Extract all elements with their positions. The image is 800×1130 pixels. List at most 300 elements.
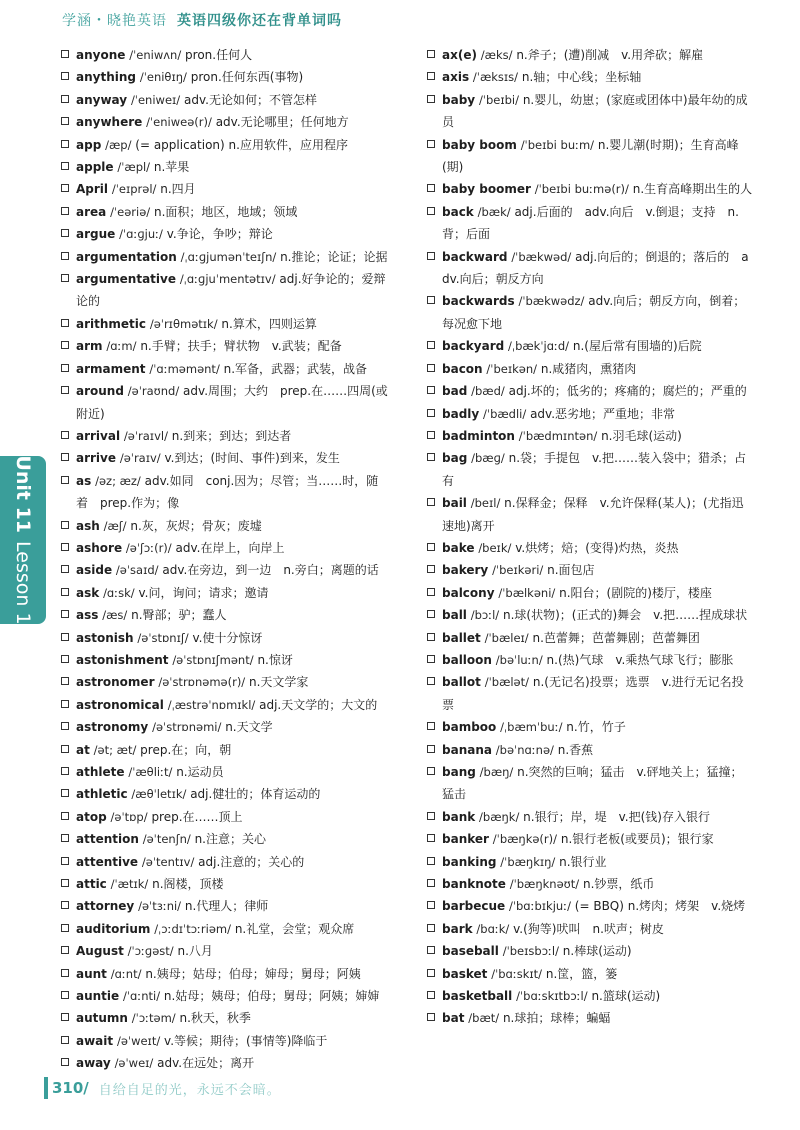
headword: ash xyxy=(76,518,100,533)
phonetic: /ˈɑːɡjuː/ xyxy=(119,227,163,242)
headword: autumn xyxy=(76,1011,128,1026)
phonetic: /bæt/ xyxy=(468,1011,500,1026)
definition: n.手臂；扶手；臂状物 v.武装；配备 xyxy=(140,339,342,354)
phonetic: /ˈbeɪsbɔːl/ xyxy=(502,944,559,959)
checkbox-icon[interactable] xyxy=(61,140,69,148)
checkbox-icon[interactable] xyxy=(61,476,69,484)
vocab-entry xyxy=(426,44,754,66)
vocab-entry xyxy=(60,44,388,66)
vocab-entry xyxy=(426,537,754,559)
vocab-entry xyxy=(60,1052,388,1074)
headword: attention xyxy=(76,832,139,847)
headword: argue xyxy=(76,227,116,242)
definition: v.等候；期待；(事情等)降临于 xyxy=(164,1033,328,1048)
vocab-entry xyxy=(60,783,388,805)
definition: n.生育高峰期出生的人 xyxy=(632,182,753,197)
phonetic: /beɪk/ xyxy=(478,540,512,555)
headword: around xyxy=(76,384,124,399)
definition: n.面包店 xyxy=(547,563,595,578)
headword: astronomer xyxy=(76,675,155,690)
definition: n.篮球(运动) xyxy=(591,989,661,1004)
checkbox-icon[interactable] xyxy=(427,655,435,663)
vocab-entry xyxy=(60,246,388,268)
checkbox-icon[interactable] xyxy=(427,924,435,932)
phonetic: /ˈæθliːt/ xyxy=(128,765,173,779)
headword: ask xyxy=(76,585,100,600)
headword: ax(e) xyxy=(442,48,477,62)
definition: adv.向后；朝反方向，倒着；每况愈下地 xyxy=(442,294,746,331)
checkbox-icon[interactable] xyxy=(427,184,435,192)
checkbox-icon[interactable] xyxy=(61,207,69,215)
definition: (= BBQ) n.烤肉；烤架 v.烧烤 xyxy=(574,899,746,914)
definition: n.四月 xyxy=(160,182,196,197)
headword: basket xyxy=(442,966,488,981)
checkbox-icon[interactable] xyxy=(61,969,69,977)
definition: n.银行；岸，堤 v.把(钱)存入银行 xyxy=(523,809,710,824)
checkbox-icon[interactable] xyxy=(427,745,435,753)
vocab-entry xyxy=(426,806,754,828)
vocab-entry xyxy=(60,178,388,200)
phonetic: /ˌɑːɡjuˈmentətɪv/ xyxy=(179,272,276,287)
headword: arithmetic xyxy=(76,316,147,331)
definition: n.代理人；律师 xyxy=(184,899,269,914)
phonetic: /ˈbeɪkəri/ xyxy=(492,563,544,578)
checkbox-icon[interactable] xyxy=(427,431,435,439)
definition: adj.天文学的；大文的 xyxy=(259,697,378,712)
phonetic: /ˈeɪprəl/ xyxy=(111,182,157,197)
checkbox-icon[interactable] xyxy=(427,453,435,461)
definition: v.争论，争吵；辩论 xyxy=(166,227,273,242)
vocab-entry xyxy=(60,604,388,626)
headword: bad xyxy=(442,384,468,399)
definition: n.球拍；球棒；蝙蝠 xyxy=(502,1011,611,1026)
definition: adv.周围；大约 prep.在……四周(或附近) xyxy=(76,384,388,421)
checkbox-icon[interactable] xyxy=(427,1013,435,1021)
checkbox-icon[interactable] xyxy=(61,879,69,887)
headword: baby boomer xyxy=(442,182,531,197)
checkbox-icon[interactable] xyxy=(427,252,435,260)
checkbox-icon[interactable] xyxy=(427,341,435,349)
phonetic: /əˈraɪv/ xyxy=(119,451,161,466)
checkbox-icon[interactable] xyxy=(427,95,435,103)
phonetic: /ɑːm/ xyxy=(106,339,137,354)
phonetic: /ˈeniθɪŋ/ xyxy=(139,70,187,85)
definition: n.棒球(运动) xyxy=(562,944,632,959)
checkbox-icon[interactable] xyxy=(427,610,435,618)
checkbox-icon[interactable] xyxy=(61,633,69,641)
vocab-entry xyxy=(426,559,754,581)
definition: n.推论；论证；论据 xyxy=(280,249,388,264)
phonetic: /bɔːl/ xyxy=(470,608,500,623)
headword: aside xyxy=(76,563,113,578)
definition: n.运动员 xyxy=(176,765,224,779)
vocab-entry xyxy=(60,89,388,111)
definition: n.秋天，秋季 xyxy=(179,1011,251,1026)
checkbox-icon[interactable] xyxy=(427,969,435,977)
vocab-entry xyxy=(60,358,388,380)
phonetic: /ˈæpl/ xyxy=(117,160,151,175)
vocab-entry xyxy=(426,492,754,537)
vocab-entry xyxy=(426,582,754,604)
phonetic: /ˈætɪk/ xyxy=(110,877,149,892)
vocab-entry xyxy=(60,268,388,313)
vocab-entry xyxy=(60,470,388,515)
checkbox-icon[interactable] xyxy=(427,767,435,775)
lesson-label: Lesson 1 xyxy=(12,541,34,625)
checkbox-icon[interactable] xyxy=(427,677,435,685)
phonetic: /əˈtɒp/ xyxy=(110,809,148,824)
headword: at xyxy=(76,742,90,757)
phonetic: /ɑːsk/ xyxy=(103,585,135,600)
checkbox-icon[interactable] xyxy=(61,162,69,170)
phonetic: /ˈbɑːskɪtbɔːl/ xyxy=(516,989,588,1004)
vocab-entry xyxy=(60,828,388,850)
checkbox-icon[interactable] xyxy=(61,521,69,529)
definition: adj.健壮的；体育运动的 xyxy=(190,787,321,802)
definition: n.婴儿潮(时期)；生育高峰(期) xyxy=(442,137,739,175)
headword: argumentative xyxy=(76,272,176,287)
checkbox-icon[interactable] xyxy=(61,901,69,909)
headword: astonishment xyxy=(76,652,169,667)
vocab-entry xyxy=(426,716,754,738)
phonetic: /ˈbɑːskɪt/ xyxy=(491,966,543,981)
footer-bar xyxy=(44,1077,48,1099)
vocab-entry xyxy=(60,537,388,559)
headword: auntie xyxy=(76,989,120,1004)
definition: n.惊讶 xyxy=(257,652,293,667)
headword: badminton xyxy=(442,428,515,443)
checkbox-icon[interactable] xyxy=(61,745,69,753)
vocab-entry xyxy=(426,627,754,649)
definition: n.军备，武器；武装，战备 xyxy=(223,361,368,376)
checkbox-icon[interactable] xyxy=(427,296,435,304)
vocab-entry xyxy=(60,515,388,537)
headword: bag xyxy=(442,451,468,466)
definition: n.芭蕾舞；芭蕾舞剧；芭蕾舞团 xyxy=(532,630,700,645)
headword: back xyxy=(442,204,474,219)
phonetic: /ˈbækwədz/ xyxy=(518,294,585,309)
footer-slogan: 自给自足的光，永远不会暗。 xyxy=(98,1082,281,1098)
definition: n.银行老板(或要员)；银行家 xyxy=(560,832,714,847)
vocab-entry xyxy=(60,134,388,156)
headword: ballet xyxy=(442,630,481,645)
vocab-entry xyxy=(60,963,388,985)
vocab-entry xyxy=(426,828,754,850)
headword: atop xyxy=(76,809,107,824)
headword: ballot xyxy=(442,675,481,690)
checkbox-icon[interactable] xyxy=(61,565,69,573)
phonetic: /bæɡ/ xyxy=(471,451,505,466)
vocab-entry xyxy=(60,1030,388,1052)
checkbox-icon[interactable] xyxy=(61,767,69,775)
checkbox-icon[interactable] xyxy=(61,50,69,58)
checkbox-icon[interactable] xyxy=(427,834,435,842)
phonetic: /əˈʃɔː(r)/ xyxy=(125,540,172,555)
definition: n.阁楼，顶楼 xyxy=(152,877,224,892)
headword: await xyxy=(76,1033,114,1048)
headword: axis xyxy=(442,70,470,85)
phonetic: /æʃ/ xyxy=(103,518,127,533)
headword: badly xyxy=(442,406,480,421)
phonetic: /ˈbækwəd/ xyxy=(511,249,572,264)
checkbox-icon[interactable] xyxy=(61,857,69,865)
checkbox-icon[interactable] xyxy=(427,50,435,58)
checkbox-icon[interactable] xyxy=(61,991,69,999)
vocab-entry xyxy=(60,627,388,649)
definition: adj.坏的；低劣的；疼痛的；腐烂的；严重的 xyxy=(508,384,747,399)
page-header xyxy=(62,10,342,32)
headword: August xyxy=(76,944,124,959)
headword: ashore xyxy=(76,540,123,555)
checkbox-icon[interactable] xyxy=(61,946,69,954)
vocab-entry xyxy=(426,178,754,200)
vocab-entry xyxy=(426,761,754,806)
definition: adv.恶劣地；严重地；非常 xyxy=(530,406,676,421)
phonetic: /ˈbæŋkɪŋ/ xyxy=(500,854,556,869)
vocab-entry xyxy=(60,156,388,178)
definition: n.(热)气球 v.乘热气球飞行；膨胀 xyxy=(546,652,734,667)
checkbox-icon[interactable] xyxy=(61,364,69,372)
phonetic: /bəˈluːn/ xyxy=(495,652,543,667)
definition: n.钞票，纸币 xyxy=(582,877,655,892)
vocab-entry xyxy=(426,358,754,380)
definition: n.婴儿，幼崽；(家庭或团体中)最年幼的成员 xyxy=(442,92,748,130)
definition: n.苹果 xyxy=(153,160,190,175)
checkbox-icon[interactable] xyxy=(61,543,69,551)
checkbox-icon[interactable] xyxy=(427,946,435,954)
checkbox-icon[interactable] xyxy=(61,453,69,461)
checkbox-icon[interactable] xyxy=(427,901,435,909)
phonetic: /ˈɑːnti/ xyxy=(123,989,161,1004)
definition: v.问，询问；请求；邀请 xyxy=(138,585,269,600)
headword: arm xyxy=(76,339,103,354)
phonetic: /ˈbeɪbi/ xyxy=(478,92,519,107)
definition: n.灰，灰烬；骨灰；废墟 xyxy=(130,518,262,533)
vocab-entry xyxy=(426,380,754,402)
phonetic: /ˈbæleɪ/ xyxy=(484,630,529,645)
headword: area xyxy=(76,204,107,219)
vocab-entry xyxy=(426,447,754,492)
definition: adj.注意的；关心的 xyxy=(198,854,305,869)
headword: attorney xyxy=(76,899,135,914)
checkbox-icon[interactable] xyxy=(427,409,435,417)
checkbox-icon[interactable] xyxy=(427,991,435,999)
headword: athletic xyxy=(76,787,128,802)
headword: athlete xyxy=(76,765,125,779)
checkbox-icon[interactable] xyxy=(61,431,69,439)
phonetic: /əˈstrɒnəmə(r)/ xyxy=(158,675,246,690)
unit-label: Unit 11 xyxy=(12,455,34,534)
phonetic: /ˌbækˈjɑːd/ xyxy=(508,339,570,354)
headword: attic xyxy=(76,877,107,892)
vocab-entry xyxy=(426,403,754,425)
headword: basketball xyxy=(442,989,513,1004)
vocab-entry xyxy=(426,918,754,940)
vocab-entry xyxy=(426,739,754,761)
vocab-entry xyxy=(60,851,388,873)
vocab-entry xyxy=(60,111,388,133)
phonetic: /əˈtenʃn/ xyxy=(142,832,191,847)
headword: bake xyxy=(442,540,475,555)
checkbox-icon[interactable] xyxy=(427,879,435,887)
checkbox-icon[interactable] xyxy=(427,633,435,641)
checkbox-icon[interactable] xyxy=(61,72,69,80)
vocab-entry xyxy=(60,806,388,828)
checkbox-icon[interactable] xyxy=(427,857,435,865)
checkbox-icon[interactable] xyxy=(427,588,435,596)
headword: attentive xyxy=(76,854,139,869)
checkbox-icon[interactable] xyxy=(427,498,435,506)
checkbox-icon[interactable] xyxy=(61,252,69,260)
vocab-entry xyxy=(60,1007,388,1029)
checkbox-icon[interactable] xyxy=(61,341,69,349)
definition: v.烘烤；焙；(变得)灼热，炎热 xyxy=(515,540,679,555)
definition: prep.在；向，朝 xyxy=(140,742,232,757)
checkbox-icon[interactable] xyxy=(61,789,69,797)
checkbox-icon[interactable] xyxy=(61,274,69,282)
phonetic: /bæŋk/ xyxy=(479,809,520,824)
checkbox-icon[interactable] xyxy=(427,207,435,215)
phonetic: /əˈtentɪv/ xyxy=(141,854,195,869)
brand-label: 学涵・晓艳英语 xyxy=(62,13,167,29)
vocab-entry xyxy=(60,716,388,738)
vocab-entry xyxy=(426,963,754,985)
definition: n.天文学 xyxy=(225,720,273,735)
phonetic: /ˈeniweɪ/ xyxy=(130,92,181,107)
definition: n.礼堂，会堂；观众席 xyxy=(234,921,355,936)
definition: n.阳台；(剧院的)楼厅，楼座 xyxy=(559,585,712,600)
checkbox-icon[interactable] xyxy=(427,812,435,820)
phonetic: /ˈɑːməmənt/ xyxy=(149,361,220,376)
checkbox-icon[interactable] xyxy=(427,565,435,573)
phonetic: /ˈeniweə(r)/ xyxy=(146,115,212,130)
checkbox-icon[interactable] xyxy=(61,386,69,394)
phonetic: /æs/ xyxy=(102,608,128,623)
phonetic: /ˌæstrəˈnɒmɪkl/ xyxy=(167,697,256,712)
vocab-entry xyxy=(426,425,754,447)
definition: adv.在远处；离开 xyxy=(157,1056,255,1071)
checkbox-icon[interactable] xyxy=(61,319,69,327)
checkbox-icon[interactable] xyxy=(427,364,435,372)
headword: backwards xyxy=(442,294,515,309)
checkbox-icon[interactable] xyxy=(61,1036,69,1044)
phonetic: /æks/ xyxy=(480,48,513,62)
phonetic: /əˈsaɪd/ xyxy=(115,563,159,578)
vocab-entry xyxy=(426,66,754,88)
checkbox-icon[interactable] xyxy=(61,812,69,820)
definition: n.算术，四则运算 xyxy=(221,316,317,331)
definition: n.筐，篮，篓 xyxy=(545,966,618,981)
checkbox-icon[interactable] xyxy=(427,140,435,148)
vocab-entry xyxy=(426,649,754,671)
unit-lesson-label xyxy=(12,455,34,624)
checkbox-icon[interactable] xyxy=(427,722,435,730)
vocab-entry xyxy=(426,290,754,335)
checkbox-icon[interactable] xyxy=(61,722,69,730)
headword: banker xyxy=(442,832,489,847)
phonetic: /ˈbædmɪntən/ xyxy=(518,428,598,443)
vocab-entry xyxy=(60,739,388,761)
headword: astronomical xyxy=(76,697,164,712)
definition: n.羽毛球(运动) xyxy=(601,428,682,443)
vocab-entry xyxy=(60,985,388,1007)
definition: n.轴；中心线；坐标轴 xyxy=(521,70,642,85)
checkbox-icon[interactable] xyxy=(61,184,69,192)
checkbox-icon[interactable] xyxy=(61,588,69,596)
vocab-entry xyxy=(426,671,754,716)
headword: bacon xyxy=(442,361,483,376)
unit-side-tab xyxy=(0,456,46,624)
definition: adv.在岸上，向岸上 xyxy=(175,540,285,555)
phonetic: /ˈeəriə/ xyxy=(110,204,151,219)
phonetic: /əˈtɜːni/ xyxy=(138,899,182,914)
phonetic: /bəˈnɑːnə/ xyxy=(495,742,554,757)
headword: auditorium xyxy=(76,921,151,936)
vocab-entry xyxy=(60,873,388,895)
headword: baby xyxy=(442,92,476,107)
definition: n.姨母；姑母；伯母；婶母；舅母；阿姨 xyxy=(145,966,361,981)
checkbox-icon[interactable] xyxy=(61,834,69,842)
phonetic: /ˈbælkəni/ xyxy=(498,585,556,600)
vocab-entry xyxy=(426,89,754,134)
checkbox-icon[interactable] xyxy=(61,655,69,663)
vocab-entry xyxy=(60,201,388,223)
vocab-entry xyxy=(60,671,388,693)
vocab-entry xyxy=(426,201,754,246)
headword: bank xyxy=(442,809,476,824)
headword: banknote xyxy=(442,877,506,892)
right-column xyxy=(426,44,754,1030)
checkbox-icon[interactable] xyxy=(61,1013,69,1021)
vocab-entry xyxy=(426,985,754,1007)
vocab-entry xyxy=(426,604,754,626)
definition: n.臀部；驴；蠢人 xyxy=(131,608,227,623)
definition: n.竹，竹子 xyxy=(566,720,626,735)
phonetic: /əˈraɪvl/ xyxy=(123,428,168,443)
checkbox-icon[interactable] xyxy=(61,700,69,708)
definition: adv.无论哪里；任何地方 xyxy=(215,115,349,130)
definition: v.到达；(时间、事件)到来，发生 xyxy=(164,451,340,466)
checkbox-icon[interactable] xyxy=(61,677,69,685)
checkbox-icon[interactable] xyxy=(61,610,69,618)
definition: adv.如同 conj.因为；尽管；当……时，随着 prep.作为；像 xyxy=(76,473,379,511)
vocab-entry xyxy=(60,761,388,783)
left-column xyxy=(60,44,388,1075)
checkbox-icon[interactable] xyxy=(61,1058,69,1066)
phonetic: /əˈstrɒnəmi/ xyxy=(152,720,222,735)
phonetic: /bæd/ xyxy=(471,384,505,399)
phonetic: /ˈæksɪs/ xyxy=(472,70,519,85)
phonetic: /ˈbeɪkən/ xyxy=(486,361,538,376)
phonetic: /bæk/ xyxy=(477,204,511,219)
checkbox-icon[interactable] xyxy=(61,924,69,932)
headword: armament xyxy=(76,361,146,376)
checkbox-icon[interactable] xyxy=(427,386,435,394)
headword: argumentation xyxy=(76,249,177,264)
vocab-entry xyxy=(60,582,388,604)
checkbox-icon[interactable] xyxy=(61,229,69,237)
headword: bail xyxy=(442,496,467,511)
phonetic: /əˈweɪt/ xyxy=(116,1033,161,1048)
checkbox-icon[interactable] xyxy=(61,117,69,125)
checkbox-icon[interactable] xyxy=(427,543,435,551)
phonetic: /ɑːnt/ xyxy=(110,966,142,981)
phonetic: /bæŋ/ xyxy=(479,765,514,779)
checkbox-icon[interactable] xyxy=(427,72,435,80)
definition: n.注意；关心 xyxy=(194,832,266,847)
definition: adj.后面的 adv.向后 v.倒退；支持 n.背；后面 xyxy=(442,204,739,242)
checkbox-icon[interactable] xyxy=(61,95,69,103)
